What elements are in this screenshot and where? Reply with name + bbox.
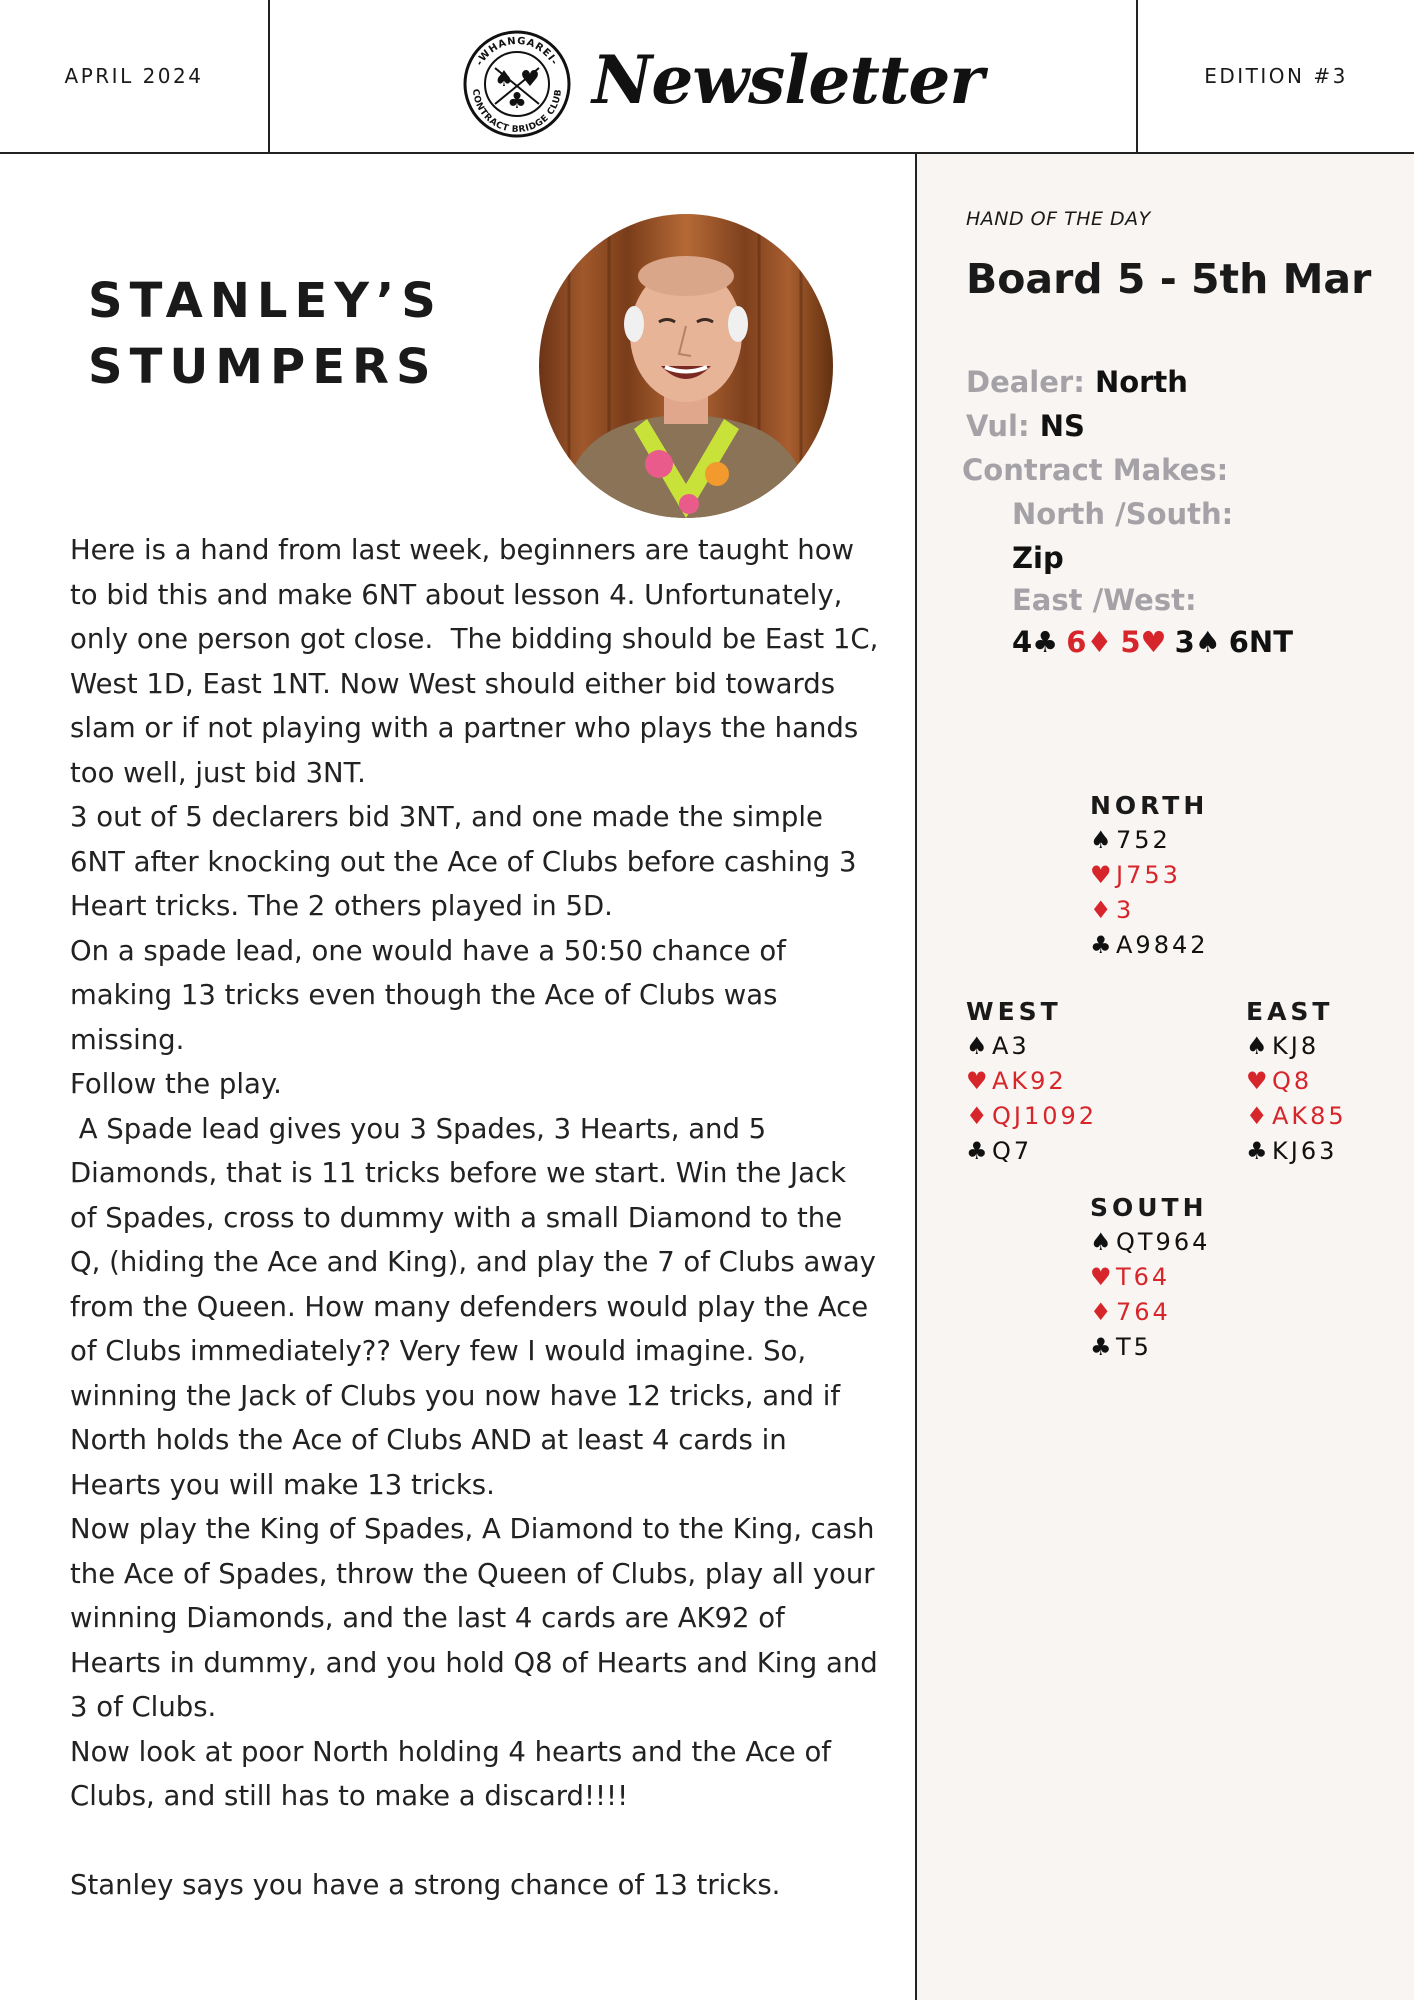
north-clubs-holding [1090, 928, 1209, 963]
card-ranks: AK85 [1272, 1102, 1347, 1130]
card-ranks: A3 [992, 1032, 1030, 1060]
card-ranks: Q8 [1272, 1067, 1313, 1095]
edition-number: EDITION #3 [1204, 64, 1348, 88]
svg-text:♣: ♣ [507, 89, 527, 114]
svg-text:-WHANGAREI-: -WHANGAREI- [474, 35, 560, 68]
diamond-icon: ♦ [1090, 896, 1112, 924]
vul-label: Vul: [966, 409, 1030, 443]
west-hand [966, 994, 1097, 1169]
spade-icon: ♠ [1246, 1032, 1268, 1060]
spade-icon: ♠ [1090, 1228, 1112, 1256]
east-seat-label: EAST [1246, 997, 1334, 1026]
south-hand [1090, 1190, 1210, 1365]
spade-icon: ♠ [966, 1032, 988, 1060]
diamond-icon: ♦ [1246, 1102, 1268, 1130]
card-ranks: 3 [1116, 896, 1135, 924]
article-paragraph: A Spade lead gives you 3 Spades, 3 Hearts, and 5 Diamonds, that is 11 tricks before we start. Win the Jack of Spades, cross to dummy with a small Diamond to the Q, (hiding the Ace and King), and play the 7 of Clubs away from the Queen. How many defenders would play the Ace of Clubs immediately?? Very few I would imagine. So, winning the Jack of Clubs you now have 12 tricks, and if North holds the Ace of Clubs AND at least 4 cards in Hearts you will make 13 tricks. [70, 1112, 885, 1501]
west-seat-label: WEST [966, 997, 1062, 1026]
issue-date: APRIL 2024 [64, 64, 204, 88]
card-ranks: KJ63 [1272, 1137, 1338, 1165]
card-ranks: AK92 [992, 1067, 1067, 1095]
east-hand [1246, 994, 1347, 1169]
club-logo [459, 28, 575, 140]
spade-icon: ♠ [1090, 826, 1112, 854]
article-paragraph: Here is a hand from last week, beginners are taught how to bid this and make 6NT about lesson 4. Unfortunately, only one person got close. The bidding should be East 1C, West 1D, East 1NT. Now West should either bid towards slam or if not playing with a partner who plays the hands too well, just bid 3NT. [70, 534, 888, 789]
south-diamonds-holding [1090, 1295, 1210, 1330]
article-paragraph: Follow the play. [70, 1068, 282, 1100]
newsletter-title: Newsletter [592, 41, 984, 119]
south-spades-holding [1090, 1225, 1210, 1260]
card-ranks: QJ1092 [992, 1102, 1098, 1130]
club-icon: ♣ [1090, 1333, 1112, 1361]
diamond-icon: ♦ [966, 1102, 988, 1130]
vul-value: NS [1039, 409, 1085, 443]
north-hearts-holding [1090, 858, 1209, 893]
card-ranks: QT964 [1116, 1228, 1211, 1256]
board-title: Board 5 - 5th Mar [966, 255, 1372, 303]
north-hand [1090, 788, 1209, 963]
article-closing: Stanley says you have a strong chance of 13 tricks. [70, 1869, 781, 1901]
sidebar-eyebrow: HAND OF THE DAY [966, 208, 1151, 230]
card-ranks: KJ8 [1272, 1032, 1320, 1060]
contract-make: 5♥ [1120, 625, 1167, 659]
dealer-label: Dealer: [966, 365, 1085, 399]
club-icon: ♣ [966, 1137, 988, 1165]
contract-make: 3♠ [1174, 625, 1221, 659]
author-photo [539, 214, 833, 518]
contract-make: 6NT [1228, 625, 1293, 659]
south-clubs-holding [1090, 1330, 1210, 1365]
west-spades-holding [966, 1029, 1097, 1064]
west-diamonds-holding [966, 1099, 1097, 1134]
east-diamonds-holding [1246, 1099, 1347, 1134]
header-divider-left [268, 0, 270, 152]
ns-label: North /South: [1012, 497, 1234, 531]
heart-icon: ♥ [1246, 1067, 1268, 1095]
dealer-value: North [1094, 365, 1188, 399]
west-hearts-holding [966, 1064, 1097, 1099]
dealer-row [966, 362, 1188, 402]
south-seat-label: SOUTH [1090, 1193, 1208, 1222]
club-icon: ♣ [1246, 1137, 1268, 1165]
svg-text:♠: ♠ [494, 67, 514, 92]
ns-value: Zip [1012, 541, 1064, 575]
article-paragraph: Now look at poor North holding 4 hearts and the Ace of Clubs, and still has to make a discard!!!! [70, 1735, 840, 1812]
article-title-line-2: STUMPERS [88, 339, 438, 395]
card-ranks: 764 [1116, 1298, 1171, 1326]
vulnerability-row [966, 406, 1085, 446]
article-body [70, 528, 888, 1908]
article-title-line-1: STANLEY’S [88, 273, 443, 329]
east-clubs-holding [1246, 1134, 1347, 1169]
heart-icon: ♥ [1090, 1263, 1112, 1291]
ew-contracts [1012, 622, 1301, 662]
north-seat-label: NORTH [1090, 791, 1209, 820]
contract-makes-label: Contract Makes: [962, 453, 1229, 487]
card-ranks: T5 [1116, 1333, 1152, 1361]
north-diamonds-holding [1090, 893, 1209, 928]
east-spades-holding [1246, 1029, 1347, 1064]
card-ranks: J753 [1116, 861, 1181, 889]
article-paragraph: 3 out of 5 declarers bid 3NT, and one made the simple 6NT after knocking out the Ace of Clubs before cashing 3 Heart tricks. The 2 others played in 5D. [70, 801, 866, 922]
west-clubs-holding [966, 1134, 1097, 1169]
club-icon: ♣ [1090, 931, 1112, 959]
ew-label: East /West: [1012, 583, 1197, 617]
article-paragraph: Now play the King of Spades, A Diamond to the King, cash the Ace of Spades, throw the Queen of Clubs, play all your winning Diamonds, and the last 4 cards are AK92 of Hearts in dummy, and you hold Q8 of Hearts and King and 3 of Clubs. [70, 1513, 887, 1723]
heart-icon: ♥ [1090, 861, 1112, 889]
article-paragraph: On a spade lead, one would have a 50:50 chance of making 13 tricks even though the Ace of Clubs was missing. [70, 934, 795, 1056]
card-ranks: T64 [1116, 1263, 1171, 1291]
svg-text:♥: ♥ [520, 67, 540, 92]
paragraph-spacer [70, 1819, 880, 1864]
diamond-icon: ♦ [1090, 1298, 1112, 1326]
east-hearts-holding [1246, 1064, 1347, 1099]
newsletter-header [0, 0, 1414, 154]
svg-text:CONTRACT BRIDGE CLUB: CONTRACT BRIDGE CLUB [469, 88, 565, 136]
card-ranks: 752 [1116, 826, 1171, 854]
heart-icon: ♥ [966, 1067, 988, 1095]
contract-make: 6♦ [1066, 625, 1113, 659]
card-ranks: Q7 [992, 1137, 1033, 1165]
card-ranks: A9842 [1116, 931, 1209, 959]
article-title [88, 268, 528, 400]
contract-make: 4♣ [1012, 625, 1059, 659]
south-hearts-holding [1090, 1260, 1210, 1295]
north-spades-holding [1090, 823, 1209, 858]
